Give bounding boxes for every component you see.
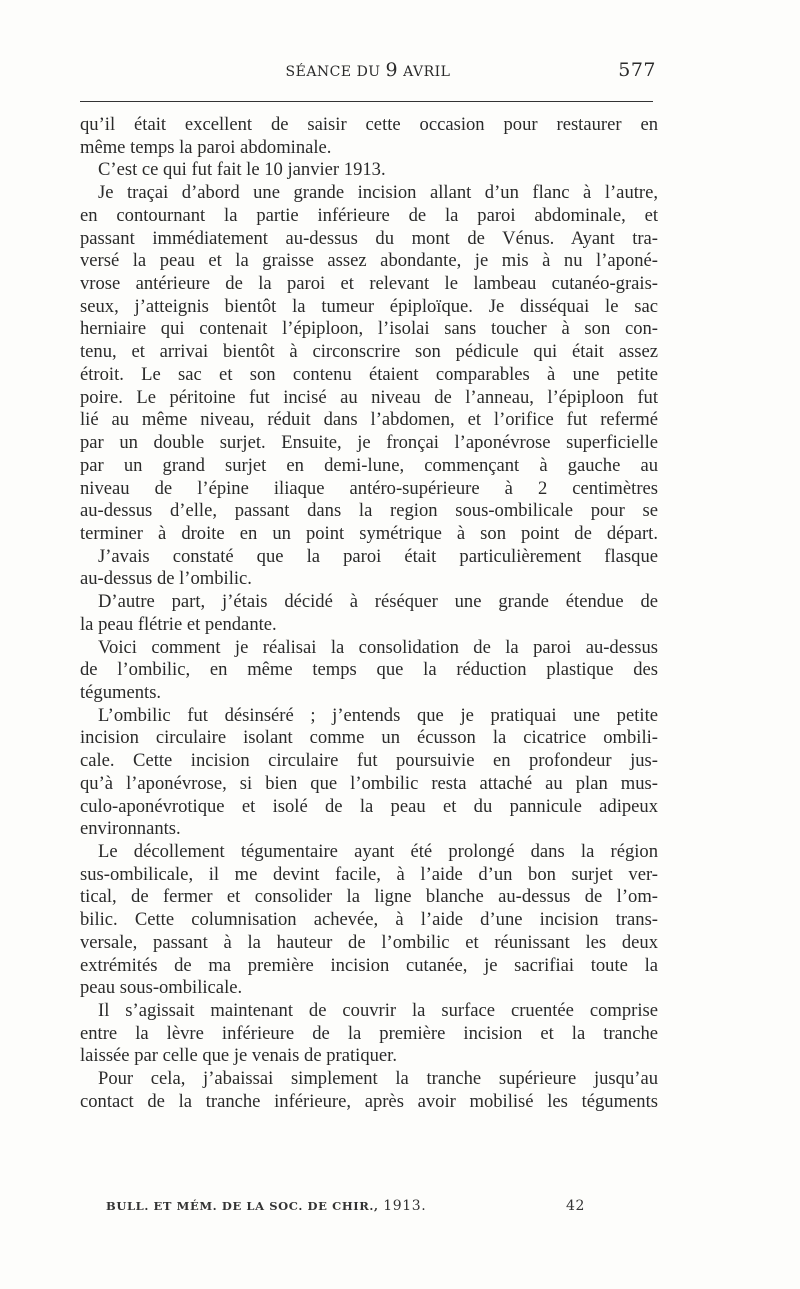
text-line: même temps la paroi abdominale. <box>80 136 332 158</box>
running-title-suffix: AVRIL <box>398 64 451 80</box>
text-line: au-dessus de l’ombilic. <box>80 568 252 590</box>
footer-year: 1913. <box>383 1198 427 1214</box>
text-line: passant immédiatement au-dessus du mont de Vénus. Ayant tra- <box>80 227 658 249</box>
page-number: 577 <box>618 59 656 81</box>
text-line: entre la lèvre inférieure de la première incision et la tranche <box>80 1022 658 1044</box>
text-line: terminer à droite en un point symétrique à son point de départ. <box>80 522 658 544</box>
text-line: sus-ombilicale, il me devint facile, à l’aide d’un bon surjet ver- <box>80 863 658 885</box>
text-line: Voici comment je réalisai la consolidation de la paroi au-dessus <box>98 636 658 658</box>
signature-mark: 42 <box>566 1198 586 1214</box>
text-line: au-dessus d’elle, passant dans la region sous-ombilicale pour se <box>80 500 658 522</box>
text-line: culo-aponévrotique et isolé de la peau et du pannicule adipeux <box>80 795 658 817</box>
body-text <box>80 114 658 1114</box>
text-line: qu’il était excellent de saisir cette occasion pour restaurer en <box>80 114 658 135</box>
running-head <box>80 58 656 82</box>
text-line: C’est ce qui fut fait le 10 janvier 1913. <box>98 159 386 181</box>
text-line: Il s’agissait maintenant de couvrir la surface cruentée comprise <box>98 1000 658 1022</box>
text-line: tical, de fermer et consolider la ligne blanche au-dessus de l’om- <box>80 886 658 908</box>
text-line: versé la peau et la graisse assez abondante, je mis à nu l’aponé- <box>80 250 658 272</box>
text-line: D’autre part, j’étais décidé à réséquer une grande étendue de <box>98 591 658 613</box>
text-line: poire. Le péritoine fut incisé au niveau de l’anneau, l’épiploon fut <box>80 386 658 408</box>
footer-journal: BULL. ET MÉM. DE LA SOC. DE CHIR., <box>106 1199 384 1213</box>
text-line: extrémités de ma première incision cutanée, je sacrifiai toute la <box>80 954 658 976</box>
text-line: versale, passant à la hauteur de l’ombilic et réunissant les deux <box>80 931 658 953</box>
text-line: peau sous-ombilicale. <box>80 977 243 999</box>
text-line: incision circulaire isolant comme un écusson la cicatrice ombili- <box>80 727 658 749</box>
text-line: cale. Cette incision circulaire fut poursuivie en profondeur jus- <box>80 750 658 772</box>
text-line: Pour cela, j’abaissai simplement la tranche supérieure jusqu’au <box>98 1068 658 1090</box>
text-line: laissée par celle que je venais de pratiquer. <box>80 1045 397 1067</box>
running-title-day: 9 <box>385 59 399 81</box>
text-line: niveau de l’épine iliaque antéro-supérieure à 2 centimètres <box>80 477 658 499</box>
text-line: Le décollement tégumentaire ayant été prolongé dans la région <box>98 841 658 862</box>
text-line: vrose antérieure de la paroi et relevant le lambeau cutanéo-grais- <box>80 273 658 295</box>
text-line: L’ombilic fut désinséré ; j’entends que je pratiquai une petite <box>98 704 658 726</box>
text-line: en contournant la partie inférieure de la paroi abdominale, et <box>80 204 658 226</box>
text-line: contact de la tranche inférieure, après avoir mobilisé les téguments <box>80 1090 658 1112</box>
text-line: tenu, et arrivai bientôt à circonscrire son pédicule qui était assez <box>80 341 658 363</box>
text-line: par un double surjet. Ensuite, je fronçai l’aponévrose superficielle <box>80 432 658 454</box>
footer <box>106 1196 606 1216</box>
text-line: environnants. <box>80 818 181 840</box>
text-line: par un grand surjet en demi-lune, commençant à gauche au <box>80 454 658 476</box>
text-line: bilic. Cette columnisation achevée, à l’aide d’une incision trans- <box>80 909 658 931</box>
text-line: seux, j’atteignis bientôt la tumeur épiploïque. Je disséquai le sac <box>80 295 658 317</box>
text-line: J’avais constaté que la paroi était particulièrement flasque <box>98 545 658 567</box>
text-line: la peau flétrie et pendante. <box>80 613 277 635</box>
text-line: téguments. <box>80 681 162 703</box>
text-line: Je traçai d’abord une grande incision allant d’un flanc à l’autre, <box>98 182 658 204</box>
text-line: de l’ombilic, en même temps que la réduction plastique des <box>80 659 658 681</box>
text-line: herniaire qui contenait l’épiploon, l’isolai sans toucher à son con- <box>80 318 658 340</box>
text-line: qu’à l’aponévrose, si bien que l’ombilic resta attaché au plan mus- <box>80 772 658 794</box>
running-title-prefix: SÉANCE DU <box>285 64 386 80</box>
running-title <box>80 58 656 84</box>
text-line: étroit. Le sac et son contenu étaient comparables à une petite <box>80 363 658 385</box>
text-line: lié au même niveau, réduit dans l’abdomen, et l’orifice fut refermé <box>80 409 658 431</box>
header-rule <box>80 101 653 102</box>
